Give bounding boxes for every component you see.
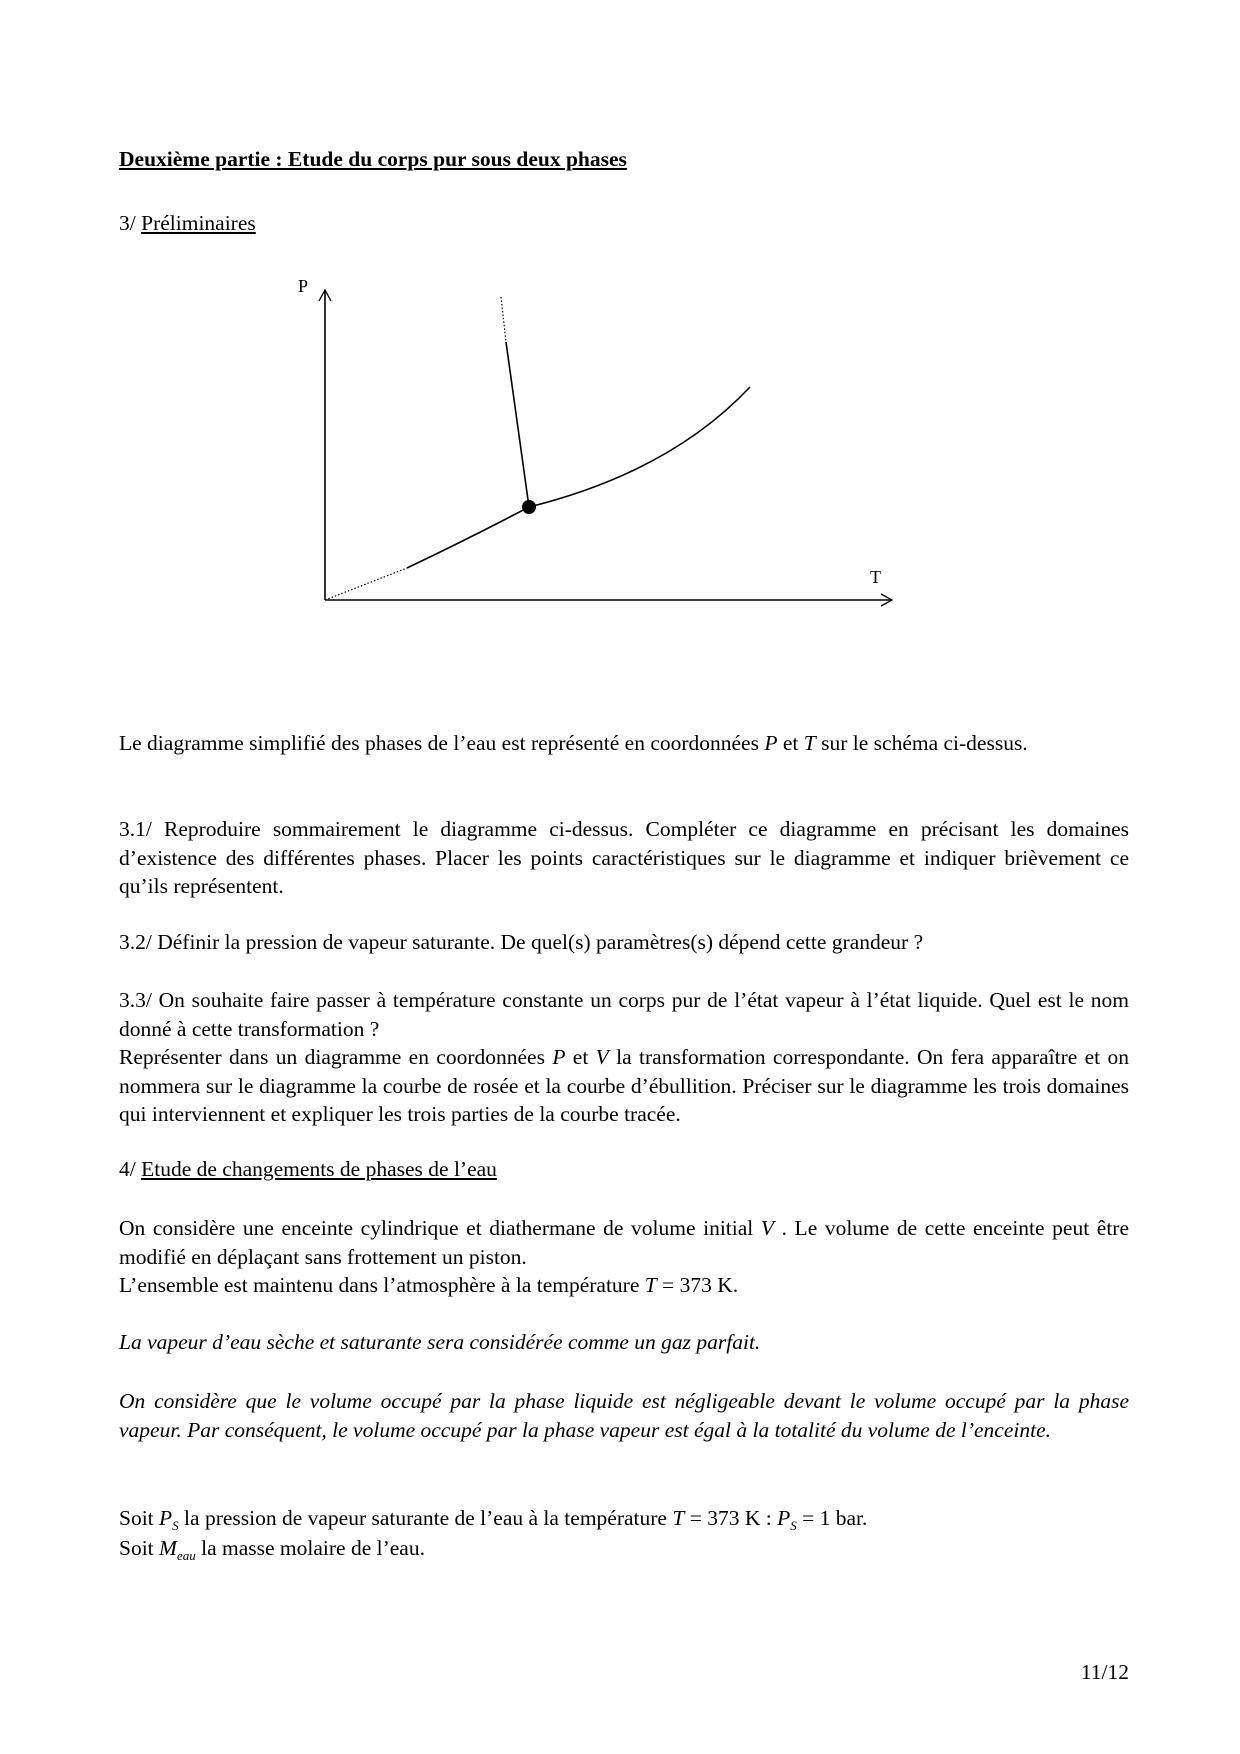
section-3-title: Préliminaires — [141, 211, 256, 235]
phase-diagram — [298, 276, 900, 610]
definition-ps: Soit $P_S$ la pression de vapeur saturante de l’eau à la température T = 373 K : $P_S = 1$ bar. — [119, 1506, 868, 1533]
sublimation-curve-dotted — [325, 568, 407, 600]
y-axis-label: P — [298, 276, 309, 296]
sublimation-curve — [407, 507, 529, 568]
triple-point — [522, 500, 536, 514]
section-4-heading — [119, 1155, 1129, 1184]
section-4-number: 4/ — [119, 1157, 136, 1181]
question-3-3 — [119, 986, 1129, 1129]
paragraph-enceinte — [119, 1214, 1129, 1300]
hypothesis-liquid-volume: On considère que le volume occupé par la phase liquide est négligeable devant le volume occupé par la phase vapeur. Par conséquent, le volume occupé par la phase vapeur est égal à la totalité du volume de l’enceinte. — [119, 1389, 1129, 1442]
section-3-heading — [119, 209, 1129, 238]
fusion-curve-dotted — [501, 297, 506, 342]
part-title: Deuxième partie : Etude du corps pur sous deux phases — [119, 147, 627, 171]
x-axis-label: T — [870, 567, 881, 587]
paragraph-enceinte-line-b: L’ensemble est maintenu dans l’atmosphère à la température T = 373 K. — [119, 1273, 739, 1297]
paragraph-enceinte-line-a: On considère une enceinte cylindrique et diathermane de volume initial V . Le volume de cette enceinte peut être modifié en déplaçant sans frottement un piston. — [119, 1216, 1129, 1269]
question-3-3-part-b: Représenter dans un diagramme en coordonnées P et V la transformation correspondante. On fera apparaître et on nommera sur le diagramme la courbe de rosée et la courbe d’ébullition. Préciser sur le diagramme les trois domaines qui interviennent et expliquer les trois parties de la courbe tracée. — [119, 1045, 1129, 1126]
definition-meau: Soit $M_{eau}$ la masse molaire de l’eau. — [119, 1536, 425, 1563]
question-3-3-part-a: 3.3/ On souhaite faire passer à température constante un corps pur de l’état vapeur à l’état liquide. Quel est le nom donné à cette transformation ? — [119, 988, 1129, 1041]
hypothesis-ideal-gas: La vapeur d’eau sèche et saturante sera considérée comme un gaz parfait. — [119, 1330, 761, 1354]
page-number: 11/12 — [1080, 1660, 1129, 1684]
question-3-1: 3.1/ Reproduire sommairement le diagramme ci-dessus. Compléter ce diagramme en précisant les domaines d’existence des différentes phases. Placer les points caractéristiques sur le diagramme et indiquer brièvement ce qu’ils représentent. — [119, 817, 1129, 898]
question-3-2: 3.2/ Définir la pression de vapeur saturante. De quel(s) paramètres(s) dépend cette grandeur ? — [119, 930, 924, 954]
vaporization-curve — [529, 387, 750, 507]
fusion-curve — [506, 342, 529, 507]
section-4-title: Etude de changements de phases de l’eau — [141, 1157, 497, 1181]
paragraph-diagram-intro: Le diagramme simplifié des phases de l’eau est représenté en coordonnées P et T sur le schéma ci-dessus. — [119, 731, 1028, 755]
section-3-number: 3/ — [119, 211, 136, 235]
